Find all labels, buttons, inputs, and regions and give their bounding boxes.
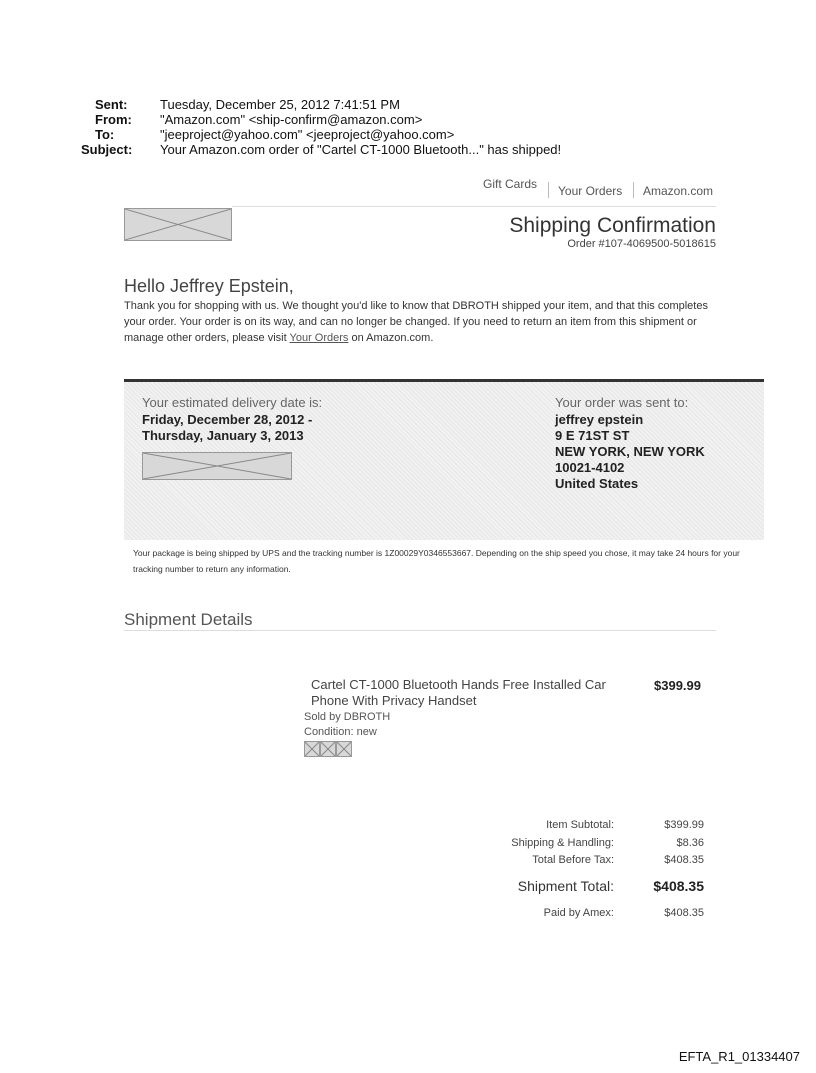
shipment-total-label: Shipment Total: (517, 878, 614, 894)
shipment-details-title: Shipment Details (124, 610, 253, 629)
page-title: Shipping Confirmation (509, 214, 716, 237)
address-name: jeffrey epstein (555, 412, 644, 427)
shipping-value: $8.36 (676, 837, 704, 849)
subject-label: Subject: (81, 142, 133, 157)
your-orders-link[interactable]: Your Orders (289, 332, 349, 344)
broken-image-icon (124, 208, 232, 241)
before-tax-value: $408.35 (664, 854, 704, 866)
paid-value: $408.35 (664, 907, 704, 919)
item-price: $399.99 (654, 678, 701, 693)
to-label: To: (95, 127, 115, 142)
sold-by: Sold by DBROTH (304, 711, 391, 723)
shipment-total-value: $408.35 (653, 878, 704, 894)
header-rule (232, 206, 716, 207)
item-title-link[interactable]: Cartel CT-1000 Bluetooth Hands Free Installed Car Phone With Privacy Handset (311, 677, 606, 708)
intro-text-end: on Amazon.com. (348, 332, 434, 344)
from-label: From: (95, 112, 132, 127)
from-value: "Amazon.com" <ship-confirm@amazon.com> (160, 112, 423, 127)
address-city: NEW YORK, NEW YORK (555, 444, 705, 459)
nav-your-orders[interactable]: Your Orders (558, 184, 623, 198)
to-value: "jeeproject@yahoo.com" <jeeproject@yahoo.com> (160, 127, 455, 142)
rating-images (304, 741, 352, 757)
intro-text: Thank you for shopping with us. We thought you'd like to know that DBROTH shipped your item, and that this completes your order. Your order is on its way, and can no longer be changed. If you need to return an item from this shipment or manage other orders, please visit (124, 300, 708, 344)
subtotal-value: $399.99 (664, 819, 704, 831)
sent-label: Sent: (95, 97, 128, 112)
sent-to-heading: Your order was sent to: (555, 395, 689, 410)
nav-divider (633, 182, 634, 198)
delivery-date-start: Friday, December 28, 2012 - (142, 412, 313, 427)
intro-paragraph (124, 298, 724, 346)
before-tax-label: Total Before Tax: (532, 854, 614, 866)
nav-divider (548, 182, 549, 198)
item-condition: Condition: new (304, 726, 377, 738)
address-street: 9 E 71ST ST (555, 428, 630, 443)
subject-value: Your Amazon.com order of "Cartel CT-1000 Bluetooth..." has shipped! (160, 142, 562, 157)
subtotal-label: Item Subtotal: (546, 819, 614, 831)
estimated-heading: Your estimated delivery date is: (142, 395, 323, 410)
address-country: United States (555, 476, 639, 491)
order-number: Order #107-4069500-5018615 (567, 238, 716, 250)
sent-value: Tuesday, December 25, 2012 7:41:51 PM (160, 97, 400, 112)
section-divider (124, 630, 716, 631)
shipping-label: Shipping & Handling: (511, 837, 614, 849)
greeting: Hello Jeffrey Epstein, (124, 276, 294, 296)
delivery-date-end: Thursday, January 3, 2013 (142, 428, 304, 443)
broken-image-icon (320, 741, 336, 757)
nav-gift-cards[interactable]: Gift Cards (483, 177, 538, 191)
broken-image-icon (304, 741, 320, 757)
tracking-info: Your package is being shipped by UPS and the tracking number is 1Z00029Y0346553667. Depending on the ship speed you chose, it may take 24 hours for your tracking number to return any information. (133, 548, 740, 574)
document-id: EFTA_R1_01334407 (678, 1049, 800, 1064)
broken-image-icon (336, 741, 352, 757)
broken-image-icon[interactable] (142, 452, 292, 480)
address-zip: 10021-4102 (555, 460, 625, 475)
paid-label: Paid by Amex: (543, 907, 614, 919)
nav-amazon[interactable]: Amazon.com (643, 184, 714, 198)
